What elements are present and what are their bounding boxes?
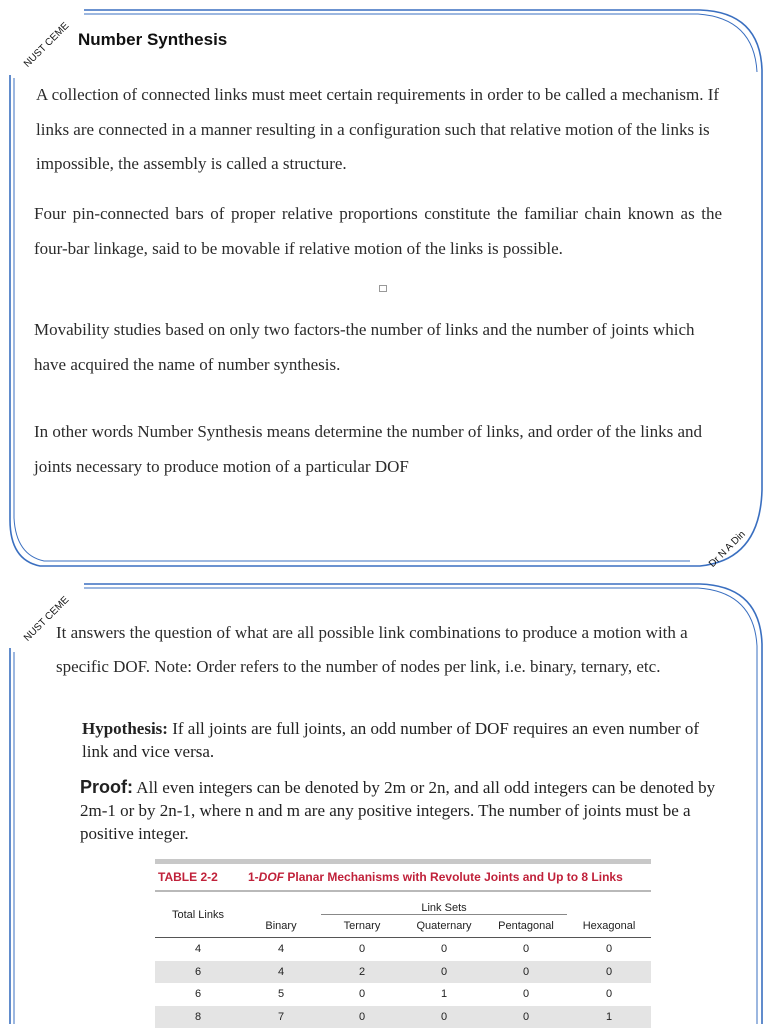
column-header: Binary [241, 915, 321, 938]
table-cell: 0 [321, 938, 403, 961]
table-cell: 0 [485, 1006, 567, 1028]
table-row [155, 983, 651, 1006]
table-cell: 6 [155, 961, 241, 984]
table-cell: 1 [403, 983, 485, 1006]
hypothesis-label: Hypothesis: [82, 719, 168, 738]
proof-text: All even integers can be denoted by 2m or 2n, and all odd integers can be denoted by 2m-1 or by 2n-1, where n and m are any positive integers. The number of joints must be a positive integer. [80, 778, 715, 843]
table-cell: 0 [403, 938, 485, 961]
table-cell: 0 [403, 1006, 485, 1028]
table-cell: 7 [241, 1006, 321, 1028]
table-cell: 6 [155, 983, 241, 1006]
table-row [155, 1006, 651, 1028]
table-cell: 2 [321, 961, 403, 984]
table-cell: 1 [567, 1006, 651, 1028]
table-cell: 0 [567, 961, 651, 984]
column-header: Ternary [321, 915, 403, 938]
column-header: Pentagonal [485, 915, 567, 938]
column-header: Quaternary [403, 915, 485, 938]
table-caption [155, 864, 651, 892]
table-cell: 0 [485, 983, 567, 1006]
table-cell: 0 [485, 961, 567, 984]
column-header-total-links: Total Links [155, 892, 241, 938]
paragraph-link-combinations: It answers the question of what are all possible link combinations to produce a motion with a specific DOF. Note: Order refers to the number of nodes per link, i.e. binary, ternary, etc. [56, 616, 726, 684]
stamp-author: Dr N A Din [707, 529, 748, 570]
table-cell: 5 [241, 983, 321, 1006]
placeholder-box [379, 285, 387, 292]
paragraph-four-bar-linkage: Four pin-connected bars of proper relative proportions constitute the familiar chain known as the four-bar linkage, said to be movable if relative motion of the links is possible. [34, 197, 722, 266]
column-header: Hexagonal [567, 915, 651, 938]
table-cell: 0 [321, 983, 403, 1006]
table-cell: 8 [155, 1006, 241, 1028]
table-cell: 0 [485, 938, 567, 961]
table [155, 892, 651, 1028]
link-sets-table [155, 859, 651, 1028]
paragraph-mechanism-definition: A collection of connected links must meet certain requirements in order to be called a mechanism. If links are connected in a manner resulting in a configuration such that relative motion of the links is impossible, the assembly is called a structure. [36, 78, 726, 182]
paragraph-number-synthesis-meaning: In other words Number Synthesis means determine the number of links, and order of the links and joints necessary to produce motion of a particular DOF [34, 415, 724, 484]
column-group-link-sets: Link Sets [321, 892, 567, 915]
table-caption-text: 1-DOF Planar Mechanisms with Revolute Joints and Up to 8 Links [248, 870, 623, 884]
table-cell: 4 [241, 961, 321, 984]
table-cell: 0 [567, 983, 651, 1006]
table-row [155, 961, 651, 984]
stamp-nust-ceme: NUST CEME [22, 20, 71, 69]
table-cell: 0 [321, 1006, 403, 1028]
paragraph-movability: Movability studies based on only two factors-the number of links and the number of joints which have acquired the name of number synthesis. [34, 313, 724, 382]
table-number: TABLE 2-2 [155, 870, 248, 884]
table-cell: 0 [567, 938, 651, 961]
page-title: Number Synthesis [78, 30, 227, 50]
proof [80, 776, 725, 845]
table-cell: 4 [155, 938, 241, 961]
stamp-nust-ceme: NUST CEME [22, 594, 71, 643]
table-cell: 0 [403, 961, 485, 984]
proof-label: Proof: [80, 777, 133, 797]
table-row [155, 938, 651, 961]
hypothesis-text: If all joints are full joints, an odd number of DOF requires an even number of link and vice versa. [82, 719, 699, 761]
hypothesis [82, 717, 722, 763]
table-cell: 4 [241, 938, 321, 961]
